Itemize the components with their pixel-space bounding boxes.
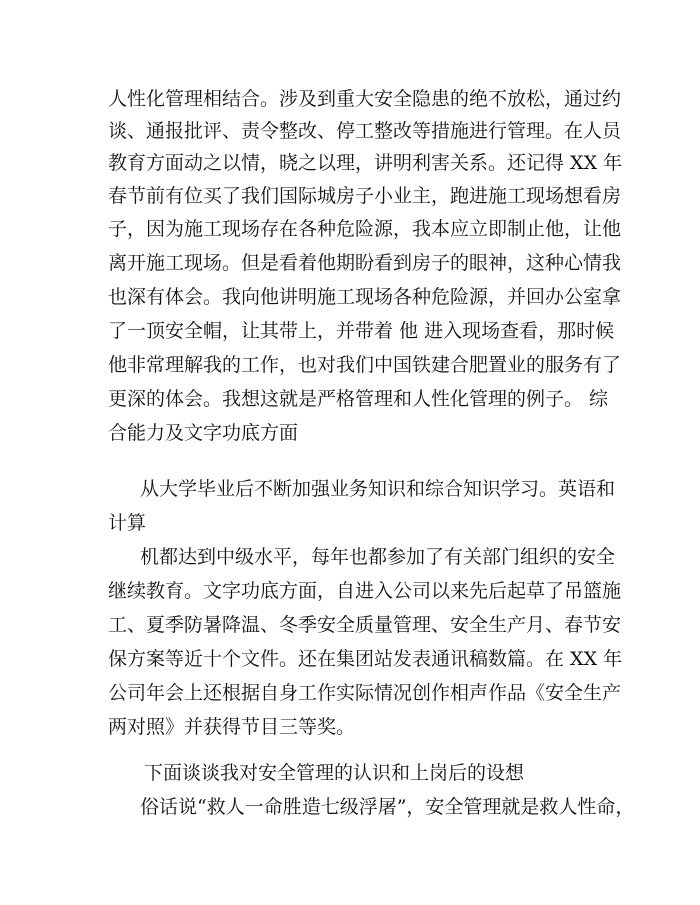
text-line: 更深的体会。我想这就是严格管理和人性化管理的例子。 综 (108, 388, 609, 410)
text-line: 保方案等近十个文件。还在集团站发表通讯稿数篇。在 XX 年 (108, 648, 623, 670)
section-heading: 下面谈谈我对安全管理的认识和上岗后的设想 (144, 762, 525, 784)
text-line: 机都达到中级水平，每年也都参加了有关部门组织的安全 (140, 546, 616, 568)
text-line: 从大学毕业后不断加强业务知识和综合知识学习。英语和 (140, 478, 616, 500)
text-line: 谈、通报批评、责令整改、停工整改等措施进行管理。在人员 (108, 120, 622, 142)
text-line: 计算 (108, 512, 147, 534)
text-line: 了一顶安全帽，让其带上，并带着 他 进入现场查看，那时候 (108, 320, 615, 342)
text-line: 合能力及文字功底方面 (108, 422, 299, 444)
text-line: 人性化管理相结合。涉及到重大安全隐患的绝不放松，通过约 (108, 88, 622, 110)
text-line: 离开施工现场。但是看着他期盼看到房子的眼神，这种心情我 (108, 252, 622, 274)
text-line: 教育方面动之以情，晓之以理，讲明利害关系。还记得 XX 年 (108, 152, 623, 174)
text-line: 公司年会上还根据自身工作实际情况创作相声作品《安全生产 (108, 682, 622, 704)
text-line: 俗话说“救人一命胜造七级浮屠”，安全管理就是救人性命， (140, 796, 635, 818)
text-line: 他非常理解我的工作，也对我们中国铁建合肥置业的服务有了 (108, 354, 622, 376)
text-line: 继续教育。文字功底方面，自进入公司以来先后起草了吊篮施 (108, 580, 622, 602)
text-line: 两对照》并获得节目三等奖。 (108, 716, 356, 738)
text-line: 工、夏季防暑降温、冬季安全质量管理、安全生产月、春节安 (108, 614, 622, 636)
text-line: 春节前有位买了我们国际城房子小业主，跑进施工现场想看房 (108, 185, 622, 207)
text-line: 也深有体会。我向他讲明施工现场各种危险源，并回办公室拿 (108, 286, 622, 308)
text-line: 子，因为施工现场存在各种危险源，我本应立即制止他，让他 (108, 218, 622, 240)
